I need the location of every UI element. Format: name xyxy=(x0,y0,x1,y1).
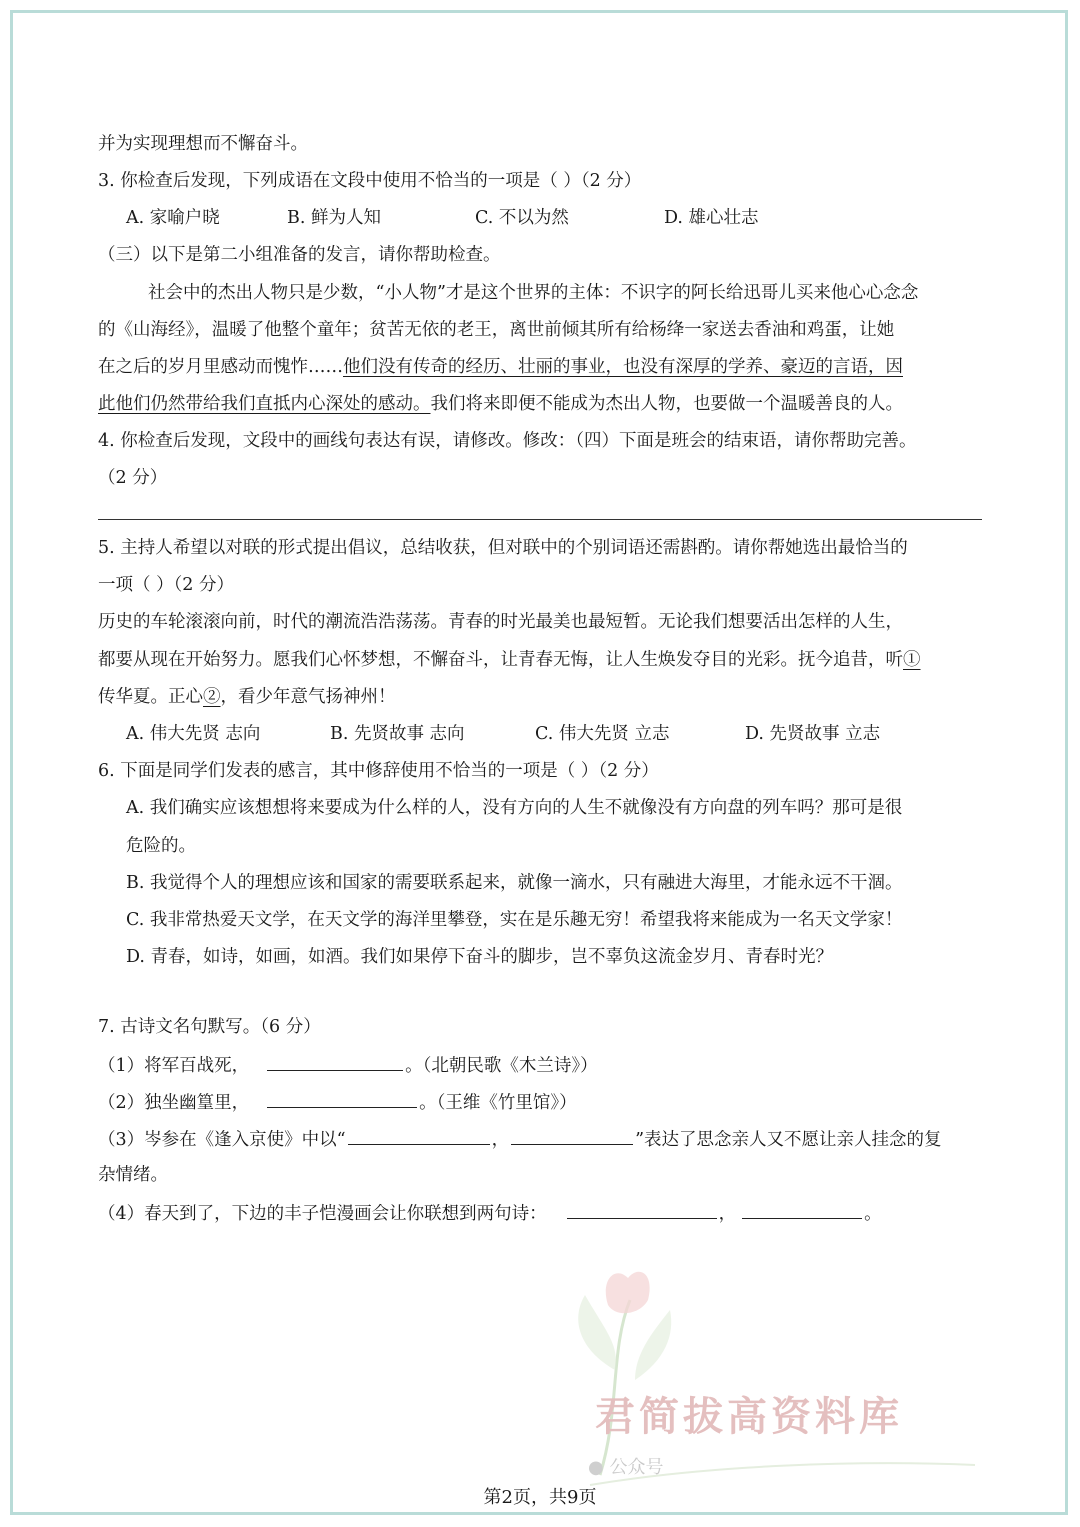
item-text: （1）将军百战死， xyxy=(98,1056,250,1076)
q3-option-a: A. 家喻户晓 xyxy=(126,208,220,228)
couplet-passage xyxy=(98,648,921,672)
item-text: （3）岑参在《逢入京使》中以“ xyxy=(98,1130,346,1150)
item-text: 。（北朝民歌《木兰诗》） xyxy=(405,1056,598,1076)
underlined-sentence: 此他们仍然带给我们直抵内心深处的感动。 xyxy=(98,394,431,414)
q6-option-b: B. 我觉得个人的理想应该和国家的需要联系起来，就像一滴水，只有融进大海里，才能永远不干涸。 xyxy=(126,873,903,893)
couplet-passage xyxy=(98,685,396,709)
question-7: 7. 古诗文名句默写。（6 分） xyxy=(98,1017,321,1037)
q6-option-a: A. 我们确实应该想想将来要成为什么样的人，没有方向的人生不就像没有方向盘的列车吗？那可是很 xyxy=(126,798,903,818)
passage-text: 在之后的岁月里感动而愧怍…… xyxy=(98,357,343,377)
q7-item-4 xyxy=(98,1200,882,1226)
q7-item-2 xyxy=(98,1089,577,1115)
fill-blank[interactable] xyxy=(348,1126,490,1145)
question-6: 6. 下面是同学们发表的感言，其中修辞使用不恰当的一项是（ ）（2 分） xyxy=(98,761,659,781)
item-text: ， xyxy=(491,1130,510,1150)
passage-text: 传华夏。正心 xyxy=(98,687,203,707)
underlined-sentence: 他们没有传奇的经历、壮丽的事业，也没有深厚的学养、豪迈的言语，因 xyxy=(343,357,903,377)
q5-option-a: A. 伟大先贤 志向 xyxy=(126,724,261,744)
page-number: 第2页，共9页 xyxy=(483,1487,597,1508)
fill-blank[interactable] xyxy=(267,1052,403,1071)
question-5-cont: 一项（ ）（2 分） xyxy=(98,575,235,595)
text-line: 并为实现理想而不懈奋斗。 xyxy=(98,134,308,154)
blank-2: ② xyxy=(203,687,221,707)
question-4-score: （2 分） xyxy=(98,468,168,488)
blank-1: ① xyxy=(903,650,921,670)
item-text: （4）春天到了，下边的丰子恺漫画会让你联想到两句诗： xyxy=(98,1204,547,1224)
item-text: 。（王维《竹里馆》） xyxy=(419,1093,577,1113)
passage-text: 都要从现在开始努力。愿我们心怀梦想，不懈奋斗，让青春无悔，让人生焕发夺目的光彩。抚今追昔，听 xyxy=(98,650,903,670)
wechat-icon: ● xyxy=(588,1457,604,1478)
q3-option-b: B. 鲜为人知 xyxy=(287,208,381,228)
item-text: 。 xyxy=(864,1204,882,1224)
couplet-passage: 历史的车轮滚滚向前，时代的潮流浩浩荡荡。青春的时光最美也最短暂。无论我们想要活出怎样的人生， xyxy=(98,612,903,632)
q7-item-3-cont: 杂情绪。 xyxy=(98,1165,168,1185)
q5-option-b: B. 先贤故事 志向 xyxy=(330,724,465,744)
q3-option-c: C. 不以为然 xyxy=(475,208,569,228)
question-5: 5. 主持人希望以对联的形式提出倡议，总结收获，但对联中的个别词语还需斟酌。请你帮她选出最恰当的 xyxy=(98,538,908,558)
item-text: （2）独坐幽篁里， xyxy=(98,1093,250,1113)
watermark-subtitle xyxy=(588,1453,663,1479)
passage-text: 我们将来即便不能成为杰出人物，也要做一个温暖善良的人。 xyxy=(430,394,903,414)
q7-item-1 xyxy=(98,1052,598,1078)
q7-item-3 xyxy=(98,1126,942,1152)
passage-line: 的《山海经》，温暖了他整个童年；贫苦无依的老王，离世前倾其所有给杨绛一家送去香油和鸡蛋，让她 xyxy=(98,320,895,340)
passage-text: ，看少年意气扬神州！ xyxy=(220,687,396,707)
q6-option-c: C. 我非常热爱天文学，在天文学的海洋里攀登，实在是乐趣无穷！希望我将来能成为一名天文学家！ xyxy=(126,910,903,930)
q5-option-d: D. 先贤故事 立志 xyxy=(745,724,881,744)
q6-option-a-cont: 危险的。 xyxy=(126,836,196,856)
answer-blank-line[interactable] xyxy=(98,519,982,520)
fill-blank[interactable] xyxy=(567,1200,717,1219)
fill-blank[interactable] xyxy=(267,1089,417,1108)
question-4: 4. 你检查后发现，文段中的画线句表达有误，请修改。修改：（四）下面是班会的结束语，请你帮助完善。 xyxy=(98,431,917,451)
passage-line: 社会中的杰出人物只是少数，“小人物”才是这个世界的主体：不识字的阿长给迅哥儿买来他心心念念 xyxy=(148,283,919,303)
item-text: ， xyxy=(718,1204,737,1224)
section-3-heading: （三）以下是第二小组准备的发言，请你帮助检查。 xyxy=(98,245,501,265)
q5-option-c: C. 伟大先贤 立志 xyxy=(535,724,670,744)
q3-option-d: D. 雄心壮志 xyxy=(664,208,759,228)
fill-blank[interactable] xyxy=(742,1200,862,1219)
watermark-sub-text: 公众号 xyxy=(609,1457,664,1478)
watermark-title: 君简拔高资料库 xyxy=(595,1394,903,1440)
q6-option-d: D. 青春，如诗，如画，如酒。我们如果停下奋斗的脚步，岂不辜负这流金岁月、青春时光？ xyxy=(126,947,834,967)
question-3: 3. 你检查后发现，下列成语在文段中使用不恰当的一项是（ ）（2 分） xyxy=(98,171,642,191)
passage-line xyxy=(98,355,903,379)
passage-line xyxy=(98,392,903,416)
fill-blank[interactable] xyxy=(511,1126,633,1145)
item-text: ”表达了思念亲人又不愿让亲人挂念的复 xyxy=(635,1130,942,1150)
